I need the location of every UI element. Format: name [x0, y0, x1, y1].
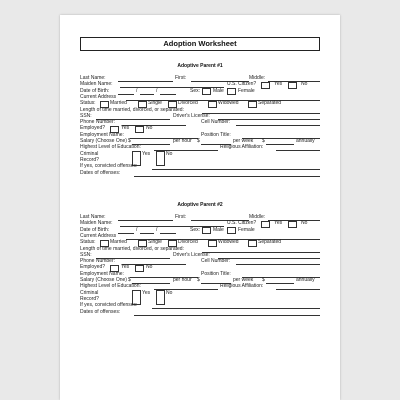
citizen-yes-label: Yes: [274, 220, 283, 227]
status-married-label: Married: [110, 100, 127, 107]
maiden-name-label: Maiden Name:: [80, 81, 113, 88]
annually-label: annually: [296, 138, 315, 144]
dob-slash: /: [136, 226, 138, 233]
employed-yes-label: Yes: [121, 125, 130, 132]
dollar-sign: $: [262, 277, 265, 283]
status-widowed-label: Widowed: [218, 100, 239, 107]
religious-affiliation-label: Religious Affiliation:: [220, 283, 264, 290]
last-name-label: Last Name:: [80, 214, 106, 220]
dollar-sign: $: [128, 138, 131, 144]
salary-label: Salary (Choose One): [80, 138, 127, 144]
dob-slash: /: [156, 87, 158, 94]
section-heading: Adoptive Parent #2: [177, 202, 223, 208]
salary-label: Salary (Choose One): [80, 277, 127, 283]
dob-slash: /: [136, 87, 138, 94]
criminal-label: Criminal: [80, 289, 99, 296]
criminal-yes-label: Yes: [142, 150, 151, 157]
record-label: Record?: [80, 295, 99, 302]
status-label: Status:: [80, 239, 96, 246]
dates-of-offenses-label: Dates of offenses:: [80, 169, 121, 176]
dates-of-offenses-field[interactable]: [134, 315, 320, 316]
annually-label: annually: [296, 277, 315, 283]
status-separated-label: Separated: [258, 100, 282, 107]
dollar-sign: $: [262, 138, 265, 144]
current-address-label: Current Address: [80, 232, 117, 239]
dates-of-offenses-field[interactable]: [134, 176, 320, 177]
maiden-name-label: Maiden Name:: [80, 220, 113, 227]
education-label: Highest Level of Education:: [80, 283, 141, 290]
ssn-label: SSN:: [80, 251, 92, 258]
status-married-label: Married: [110, 239, 127, 246]
sex-female-label: Female: [238, 87, 255, 94]
citizen-no-label: No: [301, 220, 308, 227]
per-hour-label: per hour: [173, 277, 192, 283]
employed-no-label: No: [146, 264, 153, 271]
middle-name-label: Middle:: [249, 75, 266, 81]
dates-of-offenses-label: Dates of offenses:: [80, 308, 121, 315]
dollar-sign: $: [128, 277, 131, 283]
sex-male-label: Male: [213, 226, 224, 233]
convicted-offenses-label: If yes, convicted offenses:: [80, 302, 138, 309]
middle-name-label: Middle:: [249, 214, 266, 220]
position-title-label: Position Title:: [201, 131, 231, 138]
criminal-yes-label: Yes: [142, 289, 151, 296]
drivers-license-label: Driver's License:: [173, 112, 210, 119]
citizen-yes-label: Yes: [274, 81, 283, 88]
us-citizen-label: U.S. Citizen?: [227, 81, 257, 88]
ssn-label: SSN:: [80, 112, 92, 119]
length-of-time-label: Length of time married, divorced, or separated:: [80, 106, 184, 113]
cell-number-label: Cell Number:: [201, 258, 231, 265]
employed-yes-label: Yes: [121, 264, 130, 271]
criminal-no-label: No: [166, 289, 173, 296]
sex-female-label: Female: [238, 226, 255, 233]
last-name-label: Last Name:: [80, 75, 106, 81]
dob-slash: /: [156, 226, 158, 233]
religious-affiliation-label: Religious Affiliation:: [220, 144, 264, 151]
drivers-license-label: Driver's License:: [173, 251, 210, 258]
status-single-label: Single: [148, 239, 162, 246]
offense-dates-row: [80, 309, 320, 316]
sex-label: Sex:: [190, 226, 201, 233]
length-of-time-label: Length of time married, divorced, or separated:: [80, 245, 184, 252]
criminal-label: Criminal: [80, 150, 99, 157]
sex-male-label: Male: [213, 87, 224, 94]
per-week-label: per week: [233, 277, 254, 283]
citizen-no-label: No: [301, 81, 308, 88]
first-name-label: First:: [175, 214, 187, 220]
status-label: Status:: [80, 100, 96, 107]
worksheet-page: [60, 15, 340, 400]
dob-label: Date of Birth:: [80, 87, 110, 94]
sex-label: Sex:: [190, 87, 201, 94]
status-single-label: Single: [148, 100, 162, 107]
criminal-no-label: No: [166, 150, 173, 157]
dollar-sign: $: [197, 138, 200, 144]
first-name-label: First:: [175, 75, 187, 81]
convicted-offenses-label: If yes, convicted offenses:: [80, 163, 138, 170]
dollar-sign: $: [197, 277, 200, 283]
employment-name-label: Employment Name:: [80, 270, 124, 277]
section-heading: Adoptive Parent #1: [177, 63, 223, 69]
position-title-label: Position Title:: [201, 270, 231, 277]
education-label: Highest Level of Education:: [80, 144, 141, 151]
current-address-label: Current Address: [80, 93, 117, 100]
per-week-label: per week: [233, 138, 254, 144]
per-hour-label: per hour: [173, 138, 192, 144]
offense-dates-row: [80, 170, 320, 177]
phone-number-label: Phone Number:: [80, 119, 116, 126]
employed-label: Employed?: [80, 264, 106, 271]
employed-no-label: No: [146, 125, 153, 132]
employed-label: Employed?: [80, 125, 106, 132]
status-divorced-label: Divorced: [178, 239, 198, 246]
worksheet-title: Adoption Worksheet: [80, 37, 320, 51]
employment-name-label: Employment Name:: [80, 131, 124, 138]
status-widowed-label: Widowed: [218, 239, 239, 246]
status-divorced-label: Divorced: [178, 100, 198, 107]
record-label: Record?: [80, 156, 99, 163]
phone-number-label: Phone Number:: [80, 258, 116, 265]
cell-number-label: Cell Number:: [201, 119, 231, 126]
us-citizen-label: U.S. Citizen?: [227, 220, 257, 227]
status-separated-label: Separated: [258, 239, 282, 246]
dob-label: Date of Birth:: [80, 226, 110, 233]
